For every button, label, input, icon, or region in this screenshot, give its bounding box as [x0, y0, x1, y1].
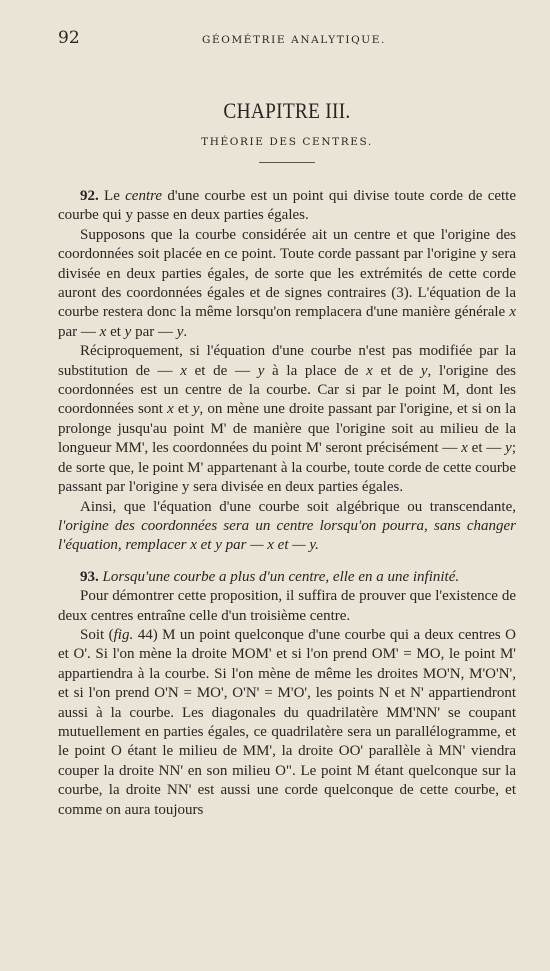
text-run: Soit ( [80, 626, 114, 643]
text-run: Ainsi, que l'équation d'une courbe soit algébrique ou transcendante, [80, 498, 516, 515]
text-run: à la place de [264, 362, 367, 379]
math-var: x [366, 362, 373, 379]
text-run: par — [58, 323, 100, 340]
math-var: y [176, 323, 184, 340]
text-run: et [106, 323, 125, 340]
text-run: d'une courbe est un point qui divise toute corde de cette courbe qui y passe en deux parties égales. [58, 188, 517, 224]
math-var: y [257, 362, 265, 379]
title-rule [259, 162, 315, 163]
paragraph-93 [58, 568, 516, 587]
paragraph [58, 587, 516, 626]
math-var: y [124, 323, 132, 340]
math-var: x [509, 304, 516, 321]
text-run: Pour démontrer cette proposition, il suffira de prouver que l'existence de deux centres entraîne celle d'un troisième centre. [58, 588, 516, 624]
paragraph [58, 226, 516, 342]
math-var: x [180, 362, 187, 379]
italic-term: centre [125, 188, 163, 204]
section-number: 92. [80, 188, 99, 204]
text-run: par — [131, 323, 177, 340]
figure-ref: fig. [113, 626, 134, 643]
math-var: x [99, 323, 107, 340]
chapter-subtitle: THÉORIE DES CENTRES. [201, 136, 373, 148]
text-run: et — [467, 440, 506, 457]
text-run: Le [104, 188, 126, 204]
math-var: y [420, 362, 428, 379]
math-var: y [192, 401, 200, 418]
running-title: GÉOMÉTRIE ANALYTIQUE. [202, 34, 386, 46]
paragraph [58, 498, 516, 556]
italic-statement: l'origine des coordonnées sera un centre lorsqu'on pourra, sans changer l'équation, remplacer x et y par — x et — y. [58, 517, 516, 554]
running-header [58, 28, 516, 50]
text-run: , l'origine des coordonnées est un centre de la courbe. Car si par le point M, dont les coordonnées sont [58, 362, 517, 418]
paragraph [58, 626, 516, 820]
paragraph-92 [58, 187, 516, 226]
italic-statement: Lorsqu'une courbe a plus d'un centre, elle en a une infinité. [98, 568, 460, 585]
page-number: 92 [58, 28, 80, 48]
text-run: Réciproquement, si l'équation d'une courbe n'est pas modifiée par la substitution de — [58, 343, 516, 379]
text-run: et de [372, 362, 421, 379]
text-run: , on mène une droite passant par l'origine, et si on la prolonge jusqu'au point M' de manière que l'origine soit au milieu de la longueur MM', les coordonnées du point M' seront précisément — [58, 401, 517, 457]
math-var: x [167, 401, 174, 418]
math-var: x [461, 440, 468, 457]
text-run: 44) M un point quelconque d'une courbe qui a deux centres O et O'. Si l'on mène la droite MOM' et si l'on prend OM' = MO, le point M' appartiendra à la courbe. Si l'on mène de même les droites MO'N, M'O'N', et si l'on prend O'N = MO', O'N' = M'O', les points N et N' appartiendront aussi à la courbe. Les diagonales du quadrilatère MM'NN' se coupant mutuellement en parties égales, ce quadrilatère sera un parallélogramme, et le point O étant le milieu de MM', la droite OO' parallèle à MN' viendra couper la droite NN' en son milieu O". Le point M étant quelconque sur la courbe, la droite NN' est aussi une corde quelconque de cette courbe, et comme on aura toujours [58, 626, 516, 818]
chapter-title: CHAPITRE III. [223, 98, 351, 123]
paragraph [58, 342, 516, 497]
text-run: et de — [186, 362, 258, 379]
section-number: 93. [80, 568, 99, 585]
text-run: . [183, 323, 188, 340]
body-text [58, 187, 516, 820]
text-run: et [173, 401, 193, 418]
text-run: Supposons que la courbe considérée ait un centre et que l'origine des coordonnées soit placée en ce point. Toute corde passant par l'origine y sera divisée en deux parties égales, de sorte que les extrémités de cette corde auront des coordonnées égales et de signes contraires (3). L'équation de la courbe restera donc la même lorsqu'on remplacera d'une manière générale [58, 226, 516, 321]
text-run: ; de sorte que, le point M' appartenant à la courbe, toute corde de cette courbe passant par l'origine y sera divisée en deux parties égales. [58, 440, 516, 496]
math-var: y [505, 440, 512, 457]
